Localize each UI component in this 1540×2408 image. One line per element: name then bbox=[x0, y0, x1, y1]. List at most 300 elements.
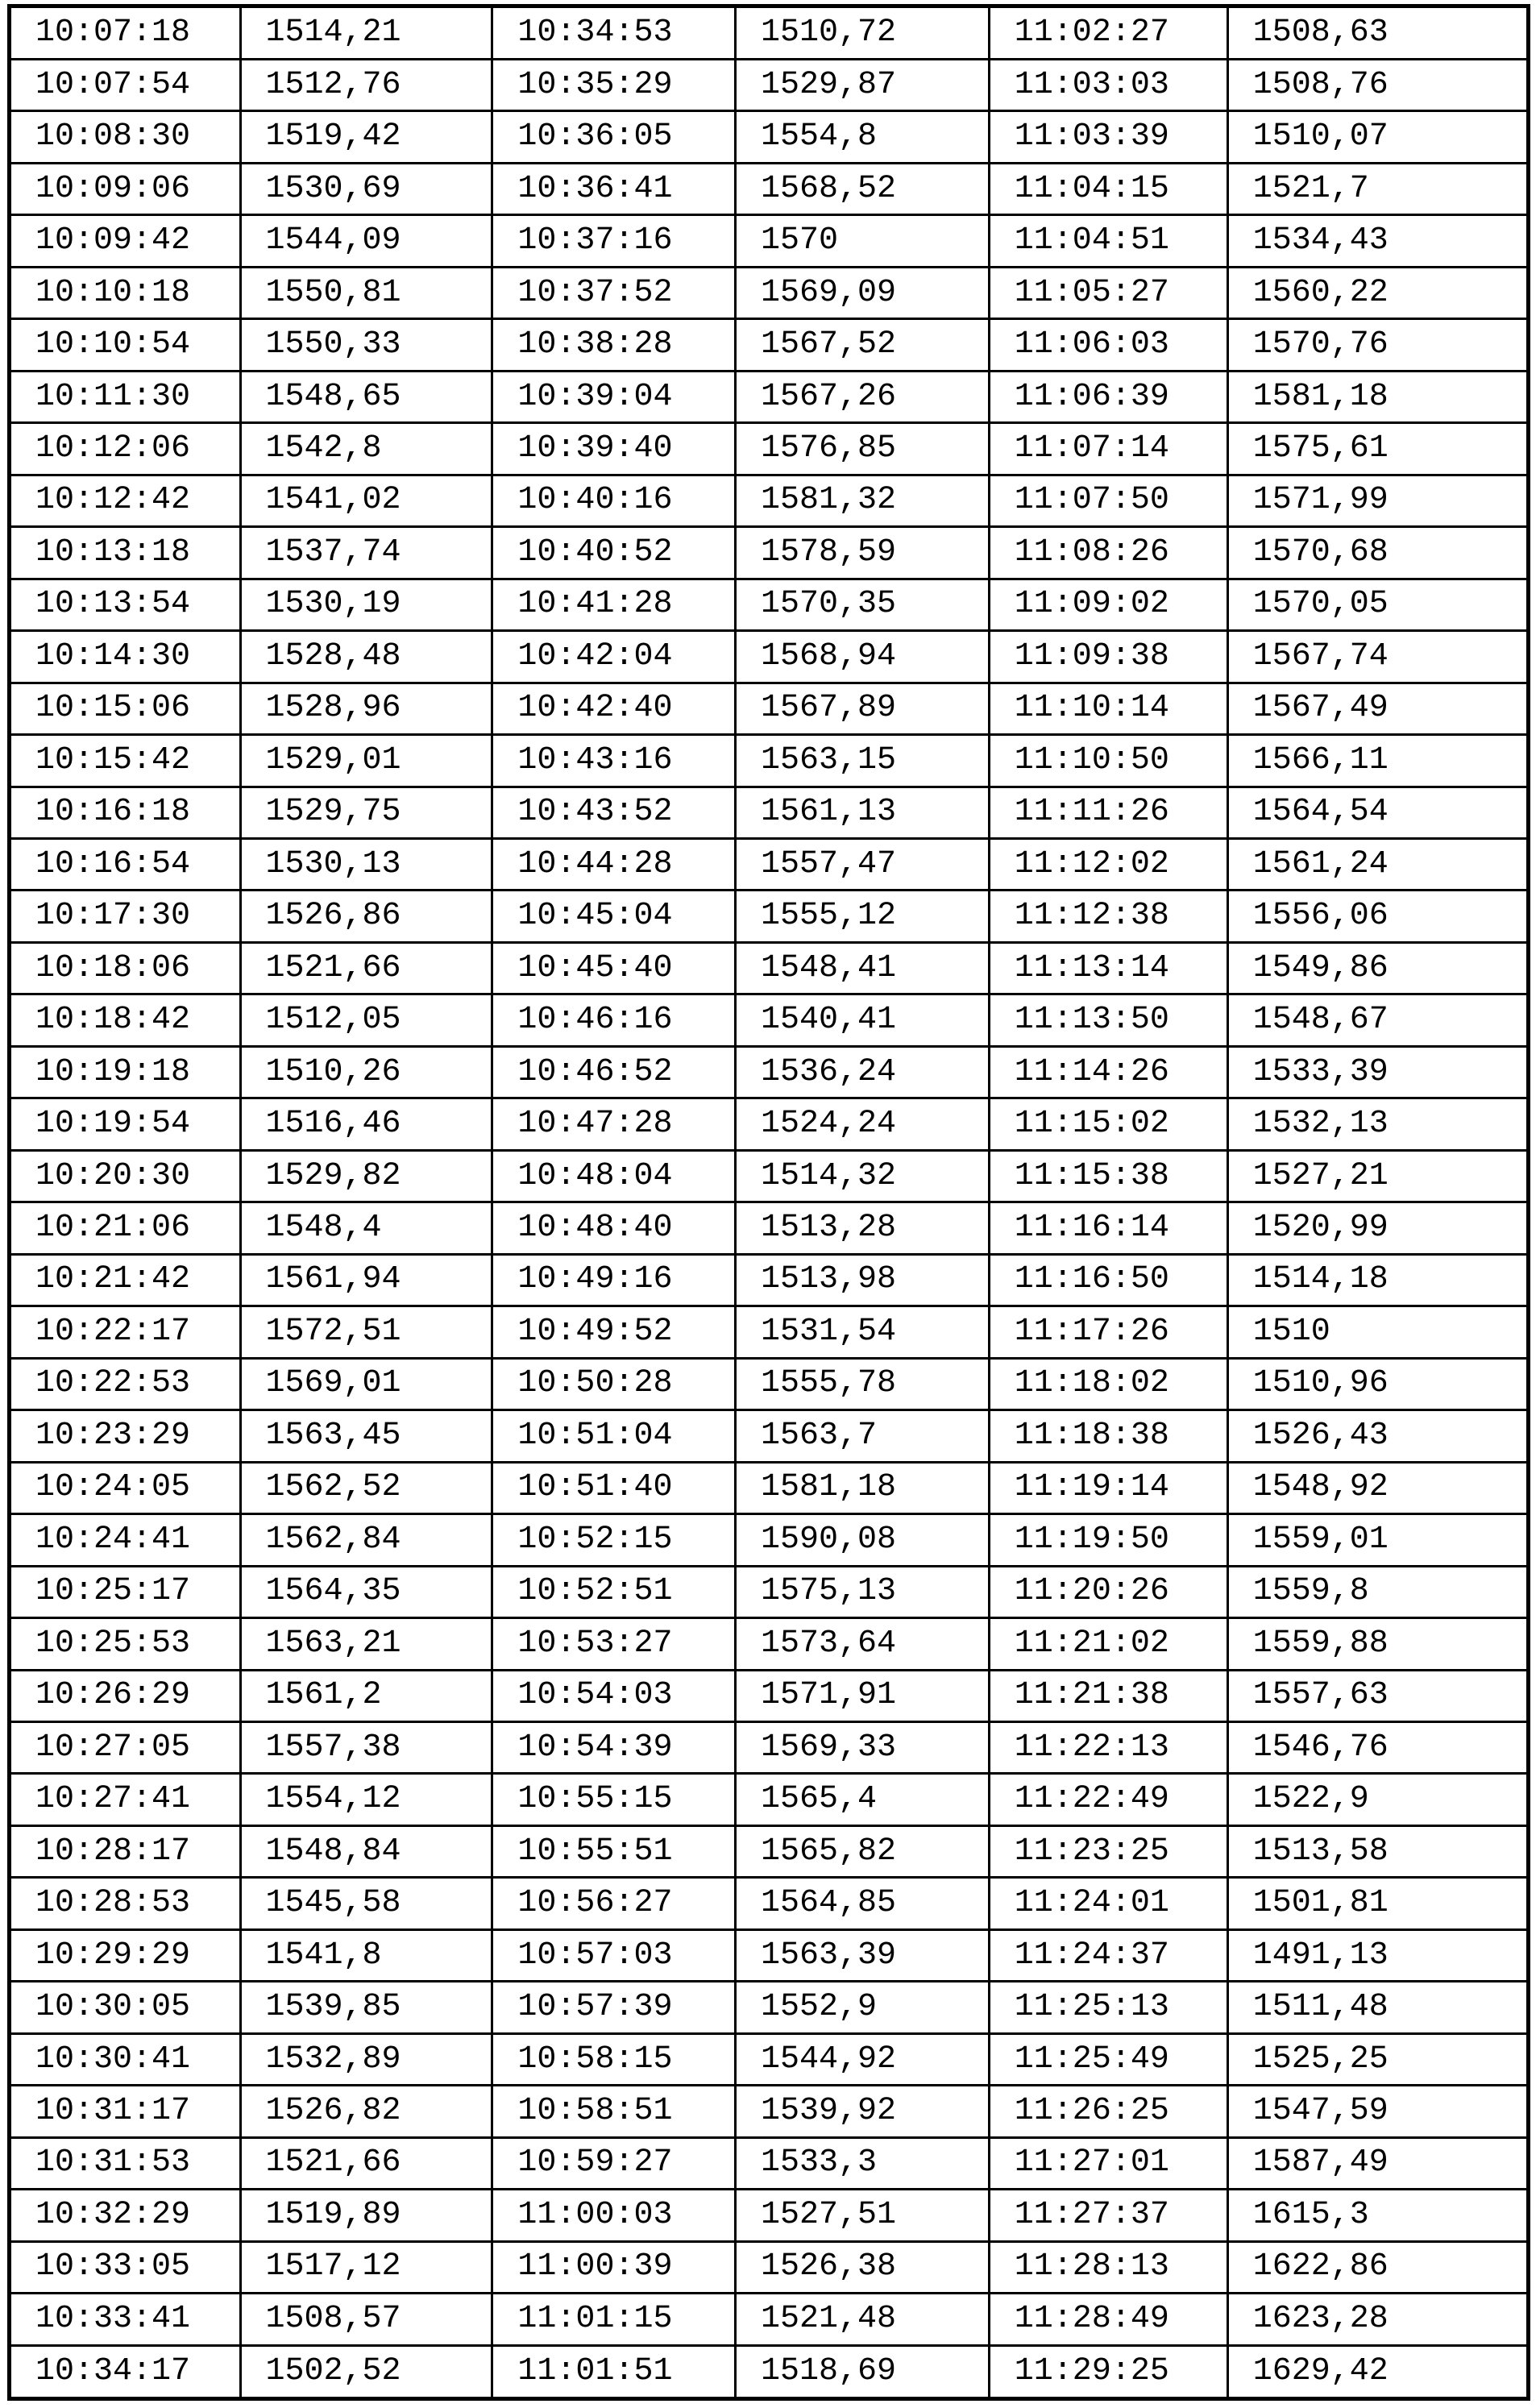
time-cell-group1: 10:30:41 bbox=[10, 2033, 241, 2085]
time-cell-group3: 11:12:02 bbox=[989, 839, 1227, 891]
table-row bbox=[10, 1670, 1529, 1721]
value-cell-group1: 1519,89 bbox=[240, 2190, 492, 2241]
time-cell-group3: 11:21:02 bbox=[989, 1618, 1227, 1670]
value-cell-group1: 1516,46 bbox=[240, 1098, 492, 1150]
time-cell-group1: 10:24:41 bbox=[10, 1514, 241, 1566]
time-cell-group3: 11:24:37 bbox=[989, 1929, 1227, 1981]
value-cell-group2: 1563,15 bbox=[736, 735, 990, 787]
value-cell-group3: 1559,88 bbox=[1227, 1618, 1528, 1670]
value-cell-group2: 1578,59 bbox=[736, 527, 990, 579]
value-cell-group1: 1541,8 bbox=[240, 1929, 492, 1981]
table-row bbox=[10, 1929, 1529, 1981]
value-cell-group3: 1508,63 bbox=[1227, 6, 1528, 60]
table-row bbox=[10, 527, 1529, 579]
value-cell-group1: 1519,42 bbox=[240, 111, 492, 163]
time-cell-group2: 11:01:51 bbox=[492, 2345, 736, 2398]
value-cell-group3: 1525,25 bbox=[1227, 2033, 1528, 2085]
value-cell-group2: 1567,52 bbox=[736, 319, 990, 371]
time-cell-group2: 10:42:40 bbox=[492, 683, 736, 734]
value-cell-group2: 1536,24 bbox=[736, 1046, 990, 1098]
value-cell-group1: 1561,2 bbox=[240, 1670, 492, 1721]
value-cell-group2: 1570,35 bbox=[736, 579, 990, 630]
time-cell-group3: 11:18:38 bbox=[989, 1410, 1227, 1462]
time-cell-group1: 10:25:53 bbox=[10, 1618, 241, 1670]
value-cell-group1: 1544,09 bbox=[240, 215, 492, 267]
time-cell-group2: 10:46:52 bbox=[492, 1046, 736, 1098]
value-cell-group3: 1510,96 bbox=[1227, 1358, 1528, 1410]
time-cell-group1: 10:12:42 bbox=[10, 475, 241, 526]
table-row bbox=[10, 475, 1529, 526]
time-cell-group2: 10:50:28 bbox=[492, 1358, 736, 1410]
time-cell-group2: 10:52:51 bbox=[492, 1566, 736, 1617]
value-cell-group2: 1521,48 bbox=[736, 2294, 990, 2345]
value-cell-group2: 1557,47 bbox=[736, 839, 990, 891]
value-cell-group3: 1508,76 bbox=[1227, 59, 1528, 110]
value-cell-group2: 1539,92 bbox=[736, 2086, 990, 2137]
time-cell-group3: 11:14:26 bbox=[989, 1046, 1227, 1098]
time-cell-group1: 10:27:05 bbox=[10, 1721, 241, 1773]
value-cell-group3: 1622,86 bbox=[1227, 2241, 1528, 2293]
time-cell-group1: 10:18:06 bbox=[10, 942, 241, 994]
time-cell-group3: 11:07:50 bbox=[989, 475, 1227, 526]
time-cell-group2: 10:43:16 bbox=[492, 735, 736, 787]
time-cell-group1: 10:20:30 bbox=[10, 1150, 241, 1202]
value-cell-group3: 1548,92 bbox=[1227, 1462, 1528, 1513]
value-cell-group1: 1550,33 bbox=[240, 319, 492, 371]
value-cell-group2: 1518,69 bbox=[736, 2345, 990, 2398]
value-cell-group3: 1522,9 bbox=[1227, 1774, 1528, 1825]
value-cell-group1: 1530,13 bbox=[240, 839, 492, 891]
value-cell-group2: 1563,39 bbox=[736, 1929, 990, 1981]
value-cell-group1: 1529,75 bbox=[240, 787, 492, 838]
table-row bbox=[10, 423, 1529, 475]
value-cell-group1: 1548,84 bbox=[240, 1825, 492, 1877]
table-row bbox=[10, 1202, 1529, 1254]
time-cell-group2: 10:54:03 bbox=[492, 1670, 736, 1721]
time-cell-group3: 11:06:03 bbox=[989, 319, 1227, 371]
time-cell-group1: 10:28:53 bbox=[10, 1878, 241, 1929]
value-cell-group3: 1546,76 bbox=[1227, 1721, 1528, 1773]
table-row bbox=[10, 1618, 1529, 1670]
value-cell-group3: 1520,99 bbox=[1227, 1202, 1528, 1254]
time-cell-group1: 10:23:29 bbox=[10, 1410, 241, 1462]
time-cell-group2: 10:43:52 bbox=[492, 787, 736, 838]
value-cell-group3: 1629,42 bbox=[1227, 2345, 1528, 2398]
table-row bbox=[10, 1982, 1529, 2033]
time-cell-group3: 11:18:02 bbox=[989, 1358, 1227, 1410]
value-cell-group2: 1510,72 bbox=[736, 6, 990, 60]
value-cell-group2: 1526,38 bbox=[736, 2241, 990, 2293]
value-cell-group1: 1521,66 bbox=[240, 2137, 492, 2189]
table-row bbox=[10, 1358, 1529, 1410]
value-cell-group2: 1569,09 bbox=[736, 267, 990, 318]
value-cell-group3: 1567,74 bbox=[1227, 631, 1528, 683]
time-cell-group2: 10:58:51 bbox=[492, 2086, 736, 2137]
value-cell-group1: 1563,21 bbox=[240, 1618, 492, 1670]
time-cell-group3: 11:03:03 bbox=[989, 59, 1227, 110]
value-cell-group3: 1501,81 bbox=[1227, 1878, 1528, 1929]
time-cell-group1: 10:21:42 bbox=[10, 1254, 241, 1306]
time-cell-group2: 10:53:27 bbox=[492, 1618, 736, 1670]
value-cell-group1: 1530,69 bbox=[240, 163, 492, 214]
time-cell-group2: 10:41:28 bbox=[492, 579, 736, 630]
table-row bbox=[10, 2294, 1529, 2345]
value-cell-group3: 1566,11 bbox=[1227, 735, 1528, 787]
value-cell-group3: 1559,01 bbox=[1227, 1514, 1528, 1566]
time-cell-group3: 11:10:14 bbox=[989, 683, 1227, 734]
table-row bbox=[10, 111, 1529, 163]
time-cell-group3: 11:21:38 bbox=[989, 1670, 1227, 1721]
time-cell-group2: 10:51:04 bbox=[492, 1410, 736, 1462]
value-cell-group1: 1545,58 bbox=[240, 1878, 492, 1929]
table-row bbox=[10, 2033, 1529, 2085]
time-cell-group2: 10:54:39 bbox=[492, 1721, 736, 1773]
value-cell-group2: 1527,51 bbox=[736, 2190, 990, 2241]
value-cell-group2: 1540,41 bbox=[736, 994, 990, 1046]
value-cell-group1: 1564,35 bbox=[240, 1566, 492, 1617]
time-cell-group2: 10:38:28 bbox=[492, 319, 736, 371]
value-cell-group1: 1526,82 bbox=[240, 2086, 492, 2137]
value-cell-group1: 1572,51 bbox=[240, 1306, 492, 1358]
time-cell-group1: 10:24:05 bbox=[10, 1462, 241, 1513]
time-cell-group2: 10:36:05 bbox=[492, 111, 736, 163]
value-cell-group1: 1526,86 bbox=[240, 891, 492, 942]
value-cell-group3: 1564,54 bbox=[1227, 787, 1528, 838]
value-cell-group1: 1532,89 bbox=[240, 2033, 492, 2085]
table-row bbox=[10, 2190, 1529, 2241]
value-cell-group3: 1533,39 bbox=[1227, 1046, 1528, 1098]
value-cell-group2: 1524,24 bbox=[736, 1098, 990, 1150]
time-cell-group3: 11:22:13 bbox=[989, 1721, 1227, 1773]
time-cell-group1: 10:28:17 bbox=[10, 1825, 241, 1877]
time-cell-group2: 10:44:28 bbox=[492, 839, 736, 891]
table-row bbox=[10, 2137, 1529, 2189]
time-cell-group1: 10:11:30 bbox=[10, 371, 241, 422]
value-cell-group2: 1554,8 bbox=[736, 111, 990, 163]
time-cell-group3: 11:28:49 bbox=[989, 2294, 1227, 2345]
time-cell-group2: 11:01:15 bbox=[492, 2294, 736, 2345]
value-cell-group1: 1508,57 bbox=[240, 2294, 492, 2345]
value-cell-group3: 1570,76 bbox=[1227, 319, 1528, 371]
time-cell-group2: 10:51:40 bbox=[492, 1462, 736, 1513]
time-cell-group1: 10:08:30 bbox=[10, 111, 241, 163]
time-cell-group2: 10:59:27 bbox=[492, 2137, 736, 2189]
time-cell-group3: 11:24:01 bbox=[989, 1878, 1227, 1929]
time-cell-group3: 11:03:39 bbox=[989, 111, 1227, 163]
value-cell-group2: 1569,33 bbox=[736, 1721, 990, 1773]
time-cell-group1: 10:16:18 bbox=[10, 787, 241, 838]
value-cell-group1: 1554,12 bbox=[240, 1774, 492, 1825]
value-cell-group1: 1561,94 bbox=[240, 1254, 492, 1306]
time-cell-group1: 10:12:06 bbox=[10, 423, 241, 475]
time-cell-group1: 10:26:29 bbox=[10, 1670, 241, 1721]
value-cell-group2: 1561,13 bbox=[736, 787, 990, 838]
value-cell-group3: 1521,7 bbox=[1227, 163, 1528, 214]
time-cell-group3: 11:15:02 bbox=[989, 1098, 1227, 1150]
value-cell-group2: 1581,32 bbox=[736, 475, 990, 526]
value-cell-group2: 1576,85 bbox=[736, 423, 990, 475]
value-cell-group1: 1514,21 bbox=[240, 6, 492, 60]
time-cell-group3: 11:25:13 bbox=[989, 1982, 1227, 2033]
value-cell-group1: 1563,45 bbox=[240, 1410, 492, 1462]
time-cell-group3: 11:09:02 bbox=[989, 579, 1227, 630]
time-cell-group1: 10:14:30 bbox=[10, 631, 241, 683]
time-cell-group1: 10:10:18 bbox=[10, 267, 241, 318]
time-cell-group2: 10:45:04 bbox=[492, 891, 736, 942]
table-row bbox=[10, 6, 1529, 60]
time-cell-group2: 10:47:28 bbox=[492, 1098, 736, 1150]
value-cell-group2: 1568,52 bbox=[736, 163, 990, 214]
time-cell-group3: 11:07:14 bbox=[989, 423, 1227, 475]
time-cell-group2: 11:00:39 bbox=[492, 2241, 736, 2293]
time-cell-group3: 11:20:26 bbox=[989, 1566, 1227, 1617]
value-cell-group1: 1528,96 bbox=[240, 683, 492, 734]
value-cell-group2: 1552,9 bbox=[736, 1982, 990, 2033]
time-cell-group3: 11:15:38 bbox=[989, 1150, 1227, 1202]
value-cell-group2: 1564,85 bbox=[736, 1878, 990, 1929]
table-row bbox=[10, 1566, 1529, 1617]
value-cell-group2: 1548,41 bbox=[736, 942, 990, 994]
time-cell-group1: 10:34:17 bbox=[10, 2345, 241, 2398]
time-cell-group1: 10:19:18 bbox=[10, 1046, 241, 1098]
table-row bbox=[10, 267, 1529, 318]
value-cell-group1: 1530,19 bbox=[240, 579, 492, 630]
table-row bbox=[10, 1410, 1529, 1462]
value-cell-group3: 1570,05 bbox=[1227, 579, 1528, 630]
time-cell-group3: 11:16:14 bbox=[989, 1202, 1227, 1254]
value-cell-group2: 1531,54 bbox=[736, 1306, 990, 1358]
value-cell-group3: 1548,67 bbox=[1227, 994, 1528, 1046]
value-cell-group3: 1571,99 bbox=[1227, 475, 1528, 526]
value-cell-group3: 1491,13 bbox=[1227, 1929, 1528, 1981]
time-cell-group1: 10:19:54 bbox=[10, 1098, 241, 1150]
time-cell-group2: 10:39:04 bbox=[492, 371, 736, 422]
time-cell-group2: 10:36:41 bbox=[492, 163, 736, 214]
value-cell-group3: 1510 bbox=[1227, 1306, 1528, 1358]
time-cell-group3: 11:04:15 bbox=[989, 163, 1227, 214]
time-cell-group1: 10:32:29 bbox=[10, 2190, 241, 2241]
table-row bbox=[10, 1254, 1529, 1306]
value-cell-group3: 1557,63 bbox=[1227, 1670, 1528, 1721]
time-cell-group3: 11:11:26 bbox=[989, 787, 1227, 838]
table-row bbox=[10, 1825, 1529, 1877]
time-cell-group1: 10:30:05 bbox=[10, 1982, 241, 2033]
time-cell-group3: 11:13:50 bbox=[989, 994, 1227, 1046]
value-cell-group1: 1557,38 bbox=[240, 1721, 492, 1773]
time-cell-group1: 10:22:17 bbox=[10, 1306, 241, 1358]
time-cell-group3: 11:27:01 bbox=[989, 2137, 1227, 2189]
value-cell-group2: 1567,89 bbox=[736, 683, 990, 734]
value-cell-group2: 1565,82 bbox=[736, 1825, 990, 1877]
time-cell-group3: 11:05:27 bbox=[989, 267, 1227, 318]
table-row bbox=[10, 371, 1529, 422]
time-cell-group1: 10:13:18 bbox=[10, 527, 241, 579]
table-row bbox=[10, 2241, 1529, 2293]
table-row bbox=[10, 942, 1529, 994]
table-row bbox=[10, 1150, 1529, 1202]
time-cell-group1: 10:15:42 bbox=[10, 735, 241, 787]
value-cell-group3: 1549,86 bbox=[1227, 942, 1528, 994]
time-cell-group1: 10:15:06 bbox=[10, 683, 241, 734]
time-cell-group3: 11:25:49 bbox=[989, 2033, 1227, 2085]
table-row bbox=[10, 891, 1529, 942]
time-cell-group1: 10:27:41 bbox=[10, 1774, 241, 1825]
table-row bbox=[10, 1774, 1529, 1825]
table-row bbox=[10, 215, 1529, 267]
table-row bbox=[10, 735, 1529, 787]
time-cell-group1: 10:31:17 bbox=[10, 2086, 241, 2137]
value-cell-group3: 1587,49 bbox=[1227, 2137, 1528, 2189]
time-cell-group2: 10:39:40 bbox=[492, 423, 736, 475]
value-cell-group3: 1513,58 bbox=[1227, 1825, 1528, 1877]
time-cell-group2: 10:40:52 bbox=[492, 527, 736, 579]
time-cell-group1: 10:22:53 bbox=[10, 1358, 241, 1410]
table-row bbox=[10, 59, 1529, 110]
time-cell-group1: 10:18:42 bbox=[10, 994, 241, 1046]
value-cell-group3: 1510,07 bbox=[1227, 111, 1528, 163]
time-cell-group3: 11:16:50 bbox=[989, 1254, 1227, 1306]
table-row bbox=[10, 1046, 1529, 1098]
time-cell-group3: 11:26:25 bbox=[989, 2086, 1227, 2137]
value-cell-group1: 1541,02 bbox=[240, 475, 492, 526]
time-cell-group3: 11:27:37 bbox=[989, 2190, 1227, 2241]
value-cell-group2: 1513,98 bbox=[736, 1254, 990, 1306]
value-cell-group2: 1555,12 bbox=[736, 891, 990, 942]
value-cell-group2: 1567,26 bbox=[736, 371, 990, 422]
value-cell-group3: 1556,06 bbox=[1227, 891, 1528, 942]
table-row bbox=[10, 1098, 1529, 1150]
value-cell-group1: 1510,26 bbox=[240, 1046, 492, 1098]
time-cell-group2: 10:46:16 bbox=[492, 994, 736, 1046]
value-cell-group2: 1581,18 bbox=[736, 1462, 990, 1513]
time-cell-group1: 10:21:06 bbox=[10, 1202, 241, 1254]
table-row bbox=[10, 1878, 1529, 1929]
time-cell-group3: 11:12:38 bbox=[989, 891, 1227, 942]
value-cell-group2: 1544,92 bbox=[736, 2033, 990, 2085]
table-row bbox=[10, 631, 1529, 683]
table-row bbox=[10, 1514, 1529, 1566]
value-cell-group2: 1565,4 bbox=[736, 1774, 990, 1825]
value-cell-group3: 1615,3 bbox=[1227, 2190, 1528, 2241]
time-cell-group1: 10:07:54 bbox=[10, 59, 241, 110]
value-cell-group3: 1526,43 bbox=[1227, 1410, 1528, 1462]
table-body bbox=[10, 6, 1529, 2399]
time-cell-group3: 11:02:27 bbox=[989, 6, 1227, 60]
value-cell-group1: 1542,8 bbox=[240, 423, 492, 475]
time-cell-group1: 10:33:41 bbox=[10, 2294, 241, 2345]
time-cell-group2: 11:00:03 bbox=[492, 2190, 736, 2241]
time-cell-group2: 10:48:04 bbox=[492, 1150, 736, 1202]
value-cell-group3: 1534,43 bbox=[1227, 215, 1528, 267]
time-cell-group2: 10:45:40 bbox=[492, 942, 736, 994]
value-cell-group1: 1539,85 bbox=[240, 1982, 492, 2033]
value-cell-group3: 1511,48 bbox=[1227, 1982, 1528, 2033]
table-row bbox=[10, 579, 1529, 630]
time-cell-group2: 10:35:29 bbox=[492, 59, 736, 110]
table-row bbox=[10, 1721, 1529, 1773]
time-cell-group2: 10:55:15 bbox=[492, 1774, 736, 1825]
time-cell-group3: 11:28:13 bbox=[989, 2241, 1227, 2293]
time-cell-group2: 10:42:04 bbox=[492, 631, 736, 683]
time-cell-group1: 10:33:05 bbox=[10, 2241, 241, 2293]
table-row bbox=[10, 1462, 1529, 1513]
value-cell-group1: 1569,01 bbox=[240, 1358, 492, 1410]
time-cell-group2: 10:37:52 bbox=[492, 267, 736, 318]
value-cell-group1: 1562,52 bbox=[240, 1462, 492, 1513]
time-cell-group3: 11:06:39 bbox=[989, 371, 1227, 422]
time-cell-group2: 10:49:16 bbox=[492, 1254, 736, 1306]
table-row bbox=[10, 2345, 1529, 2398]
time-cell-group1: 10:09:42 bbox=[10, 215, 241, 267]
value-cell-group3: 1581,18 bbox=[1227, 371, 1528, 422]
value-cell-group1: 1512,05 bbox=[240, 994, 492, 1046]
table-row bbox=[10, 2086, 1529, 2137]
value-cell-group1: 1537,74 bbox=[240, 527, 492, 579]
time-value-table bbox=[7, 4, 1530, 2401]
time-cell-group1: 10:25:17 bbox=[10, 1566, 241, 1617]
time-cell-group3: 11:29:25 bbox=[989, 2345, 1227, 2398]
value-cell-group3: 1547,59 bbox=[1227, 2086, 1528, 2137]
value-cell-group3: 1559,8 bbox=[1227, 1566, 1528, 1617]
time-cell-group2: 10:57:39 bbox=[492, 1982, 736, 2033]
value-cell-group1: 1521,66 bbox=[240, 942, 492, 994]
time-cell-group2: 10:55:51 bbox=[492, 1825, 736, 1877]
time-cell-group2: 10:37:16 bbox=[492, 215, 736, 267]
value-cell-group2: 1573,64 bbox=[736, 1618, 990, 1670]
value-cell-group2: 1533,3 bbox=[736, 2137, 990, 2189]
value-cell-group2: 1563,7 bbox=[736, 1410, 990, 1462]
value-cell-group1: 1548,65 bbox=[240, 371, 492, 422]
time-cell-group2: 10:58:15 bbox=[492, 2033, 736, 2085]
value-cell-group3: 1623,28 bbox=[1227, 2294, 1528, 2345]
table-row bbox=[10, 994, 1529, 1046]
table-row bbox=[10, 683, 1529, 734]
time-cell-group3: 11:04:51 bbox=[989, 215, 1227, 267]
time-cell-group3: 11:23:25 bbox=[989, 1825, 1227, 1877]
time-cell-group3: 11:09:38 bbox=[989, 631, 1227, 683]
value-cell-group3: 1570,68 bbox=[1227, 527, 1528, 579]
time-cell-group3: 11:13:14 bbox=[989, 942, 1227, 994]
time-cell-group3: 11:19:14 bbox=[989, 1462, 1227, 1513]
time-cell-group2: 10:52:15 bbox=[492, 1514, 736, 1566]
value-cell-group1: 1529,82 bbox=[240, 1150, 492, 1202]
value-cell-group1: 1517,12 bbox=[240, 2241, 492, 2293]
value-cell-group2: 1513,28 bbox=[736, 1202, 990, 1254]
value-cell-group3: 1560,22 bbox=[1227, 267, 1528, 318]
value-cell-group2: 1514,32 bbox=[736, 1150, 990, 1202]
value-cell-group1: 1548,4 bbox=[240, 1202, 492, 1254]
value-cell-group2: 1575,13 bbox=[736, 1566, 990, 1617]
value-cell-group1: 1562,84 bbox=[240, 1514, 492, 1566]
time-cell-group2: 10:57:03 bbox=[492, 1929, 736, 1981]
time-cell-group1: 10:07:18 bbox=[10, 6, 241, 60]
time-cell-group1: 10:17:30 bbox=[10, 891, 241, 942]
time-cell-group1: 10:29:29 bbox=[10, 1929, 241, 1981]
value-cell-group2: 1555,78 bbox=[736, 1358, 990, 1410]
value-cell-group2: 1568,94 bbox=[736, 631, 990, 683]
value-cell-group3: 1527,21 bbox=[1227, 1150, 1528, 1202]
value-cell-group2: 1529,87 bbox=[736, 59, 990, 110]
value-cell-group2: 1571,91 bbox=[736, 1670, 990, 1721]
time-cell-group1: 10:16:54 bbox=[10, 839, 241, 891]
value-cell-group1: 1502,52 bbox=[240, 2345, 492, 2398]
table-row bbox=[10, 787, 1529, 838]
table-row bbox=[10, 1306, 1529, 1358]
time-cell-group1: 10:09:06 bbox=[10, 163, 241, 214]
time-cell-group3: 11:08:26 bbox=[989, 527, 1227, 579]
time-cell-group2: 10:49:52 bbox=[492, 1306, 736, 1358]
value-cell-group3: 1532,13 bbox=[1227, 1098, 1528, 1150]
